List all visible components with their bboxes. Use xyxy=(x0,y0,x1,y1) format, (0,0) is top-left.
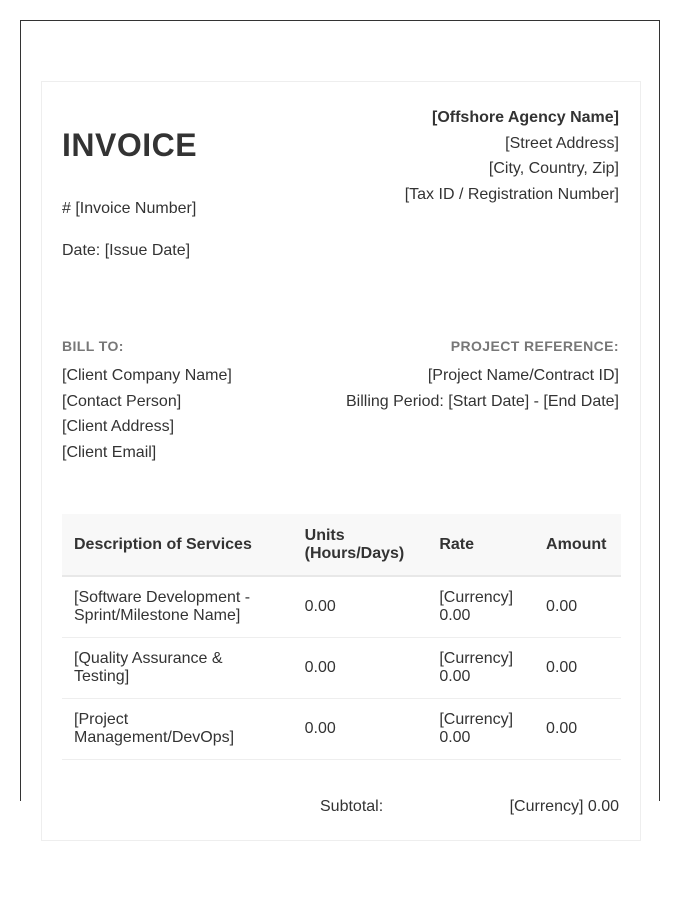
table-row xyxy=(62,576,621,638)
row-rate: [Currency] 0.00 xyxy=(427,638,534,699)
page-frame xyxy=(20,20,660,815)
header-rate: Rate xyxy=(427,514,534,576)
client-company: [Client Company Name] xyxy=(62,367,232,384)
row-units: 0.00 xyxy=(293,576,428,638)
table-row xyxy=(62,638,621,699)
agency-city: [City, Country, Zip] xyxy=(488,160,619,177)
project-name: [Project Name/Contract ID] xyxy=(427,367,619,384)
row-units: 0.00 xyxy=(293,638,428,699)
project-reference-label: PROJECT REFERENCE: xyxy=(450,338,619,354)
client-email: [Client Email] xyxy=(62,443,157,461)
row-amount: 0.00 xyxy=(534,576,621,638)
header-units: Units (Hours/Days) xyxy=(293,514,428,576)
agency-street: [Street Address] xyxy=(505,134,619,152)
header-description: Description of Services xyxy=(62,514,293,576)
invoice-title: INVOICE xyxy=(62,127,198,163)
row-rate: [Currency] 0.00 xyxy=(427,576,534,638)
table-row xyxy=(62,699,621,760)
client-address: [Client Address] xyxy=(62,418,175,435)
row-amount: 0.00 xyxy=(534,638,621,699)
issue-date: Date: [Issue Date] xyxy=(62,242,191,259)
project-reference-block xyxy=(346,363,619,414)
subtotal-label: Subtotal: xyxy=(320,798,384,815)
row-description: [Quality Assurance & Testing] xyxy=(62,638,293,699)
billing-period: Billing Period: [Start Date] - [End Date] xyxy=(345,392,619,410)
row-rate: [Currency] 0.00 xyxy=(427,699,534,760)
header-amount: Amount xyxy=(534,514,621,576)
bill-to-label: BILL TO: xyxy=(62,338,124,354)
table-header-row xyxy=(62,514,621,576)
row-description: [Project Management/DevOps] xyxy=(62,699,293,760)
row-description: [Software Development - Sprint/Milestone Name] xyxy=(62,576,293,638)
row-units: 0.00 xyxy=(293,699,428,760)
client-contact: [Contact Person] xyxy=(62,392,182,410)
subtotal-value: [Currency] 0.00 xyxy=(509,798,619,815)
agency-tax-id: [Tax ID / Registration Number] xyxy=(404,185,619,203)
services-table xyxy=(62,514,621,760)
invoice-number: # [Invoice Number] xyxy=(62,200,197,217)
row-amount: 0.00 xyxy=(534,699,621,760)
agency-block xyxy=(259,105,619,207)
bill-to-block xyxy=(62,363,232,465)
agency-name: [Offshore Agency Name] xyxy=(432,109,619,126)
